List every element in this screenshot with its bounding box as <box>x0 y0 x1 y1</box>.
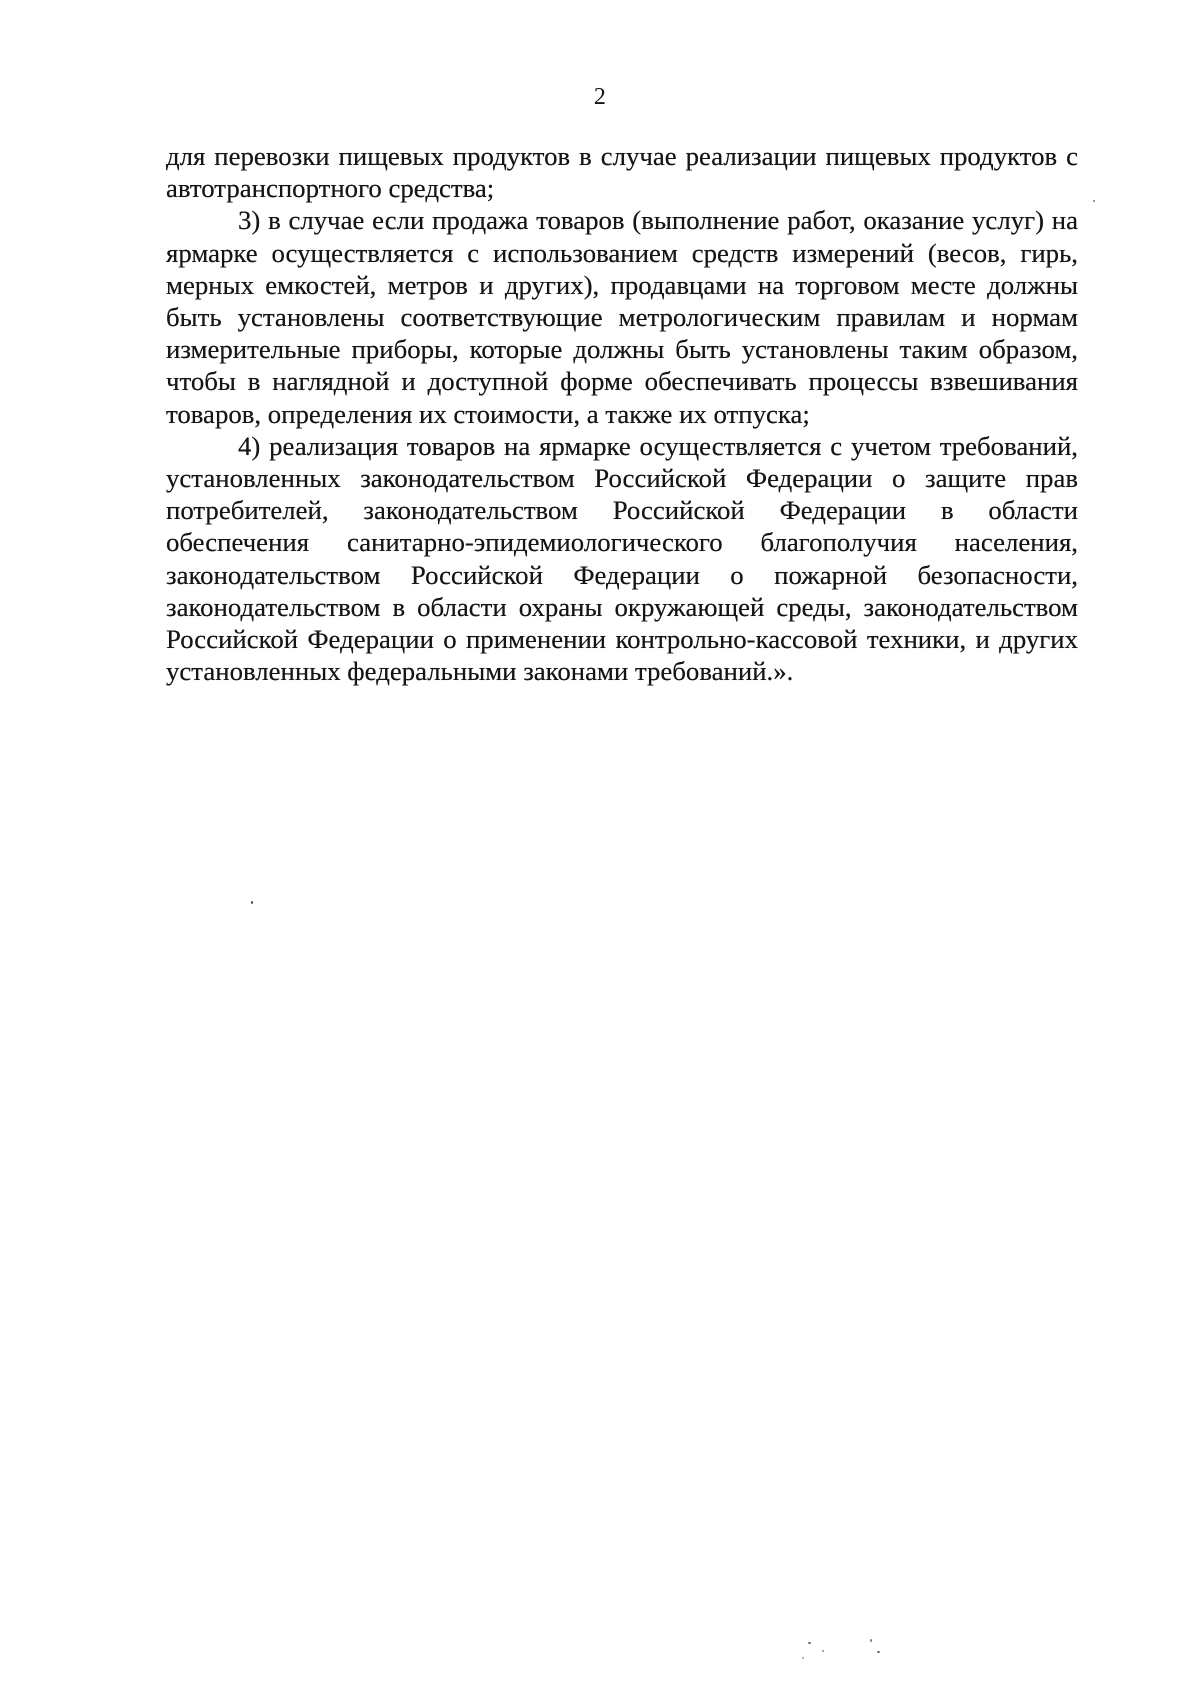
scan-speck <box>251 901 253 904</box>
scan-speck <box>808 1642 811 1644</box>
paragraph-item-4: 4) реализация товаров на ярмарке осуществляется с учетом требований, установленных законодательством Российской Федерации о защите прав потребителей, законодательством Российской Федерации в области обеспечения санитарно-эпидемиологического благополучия населения, законодательством Российской Федерации о пожарной безопасности, законодательством в области охраны окружающей среды, законодательством Российской Федерации о применении контрольно-кассовой техники, и других установленных федеральными законами требований.». <box>166 430 1078 687</box>
page-number: 2 <box>593 84 607 110</box>
paragraph-continuation: для перевозки пищевых продуктов в случае реализации пищевых продуктов с автотранспортного средства; <box>166 141 1078 204</box>
scan-speck <box>1093 200 1095 202</box>
scan-speck <box>877 1651 880 1653</box>
paragraph-item-3: 3) в случае если продажа товаров (выполнение работ, оказание услуг) на ярмарке осуществляется с использованием средств измерений (весов, гирь, мерных емкостей, метров и других), продавцами на торговом месте должны быть установлены соответствующие метрологическим правилам и нормам измерительные приборы, которые должны быть установлены таким образом, чтобы в наглядной и доступной форме обеспечивать процессы взвешивания товаров, определения их стоимости, а также их отпуска; <box>166 205 1078 429</box>
scan-speck <box>822 1650 824 1652</box>
document-body <box>166 140 1078 687</box>
scan-speck <box>870 1639 872 1642</box>
scan-speck <box>802 1657 804 1659</box>
